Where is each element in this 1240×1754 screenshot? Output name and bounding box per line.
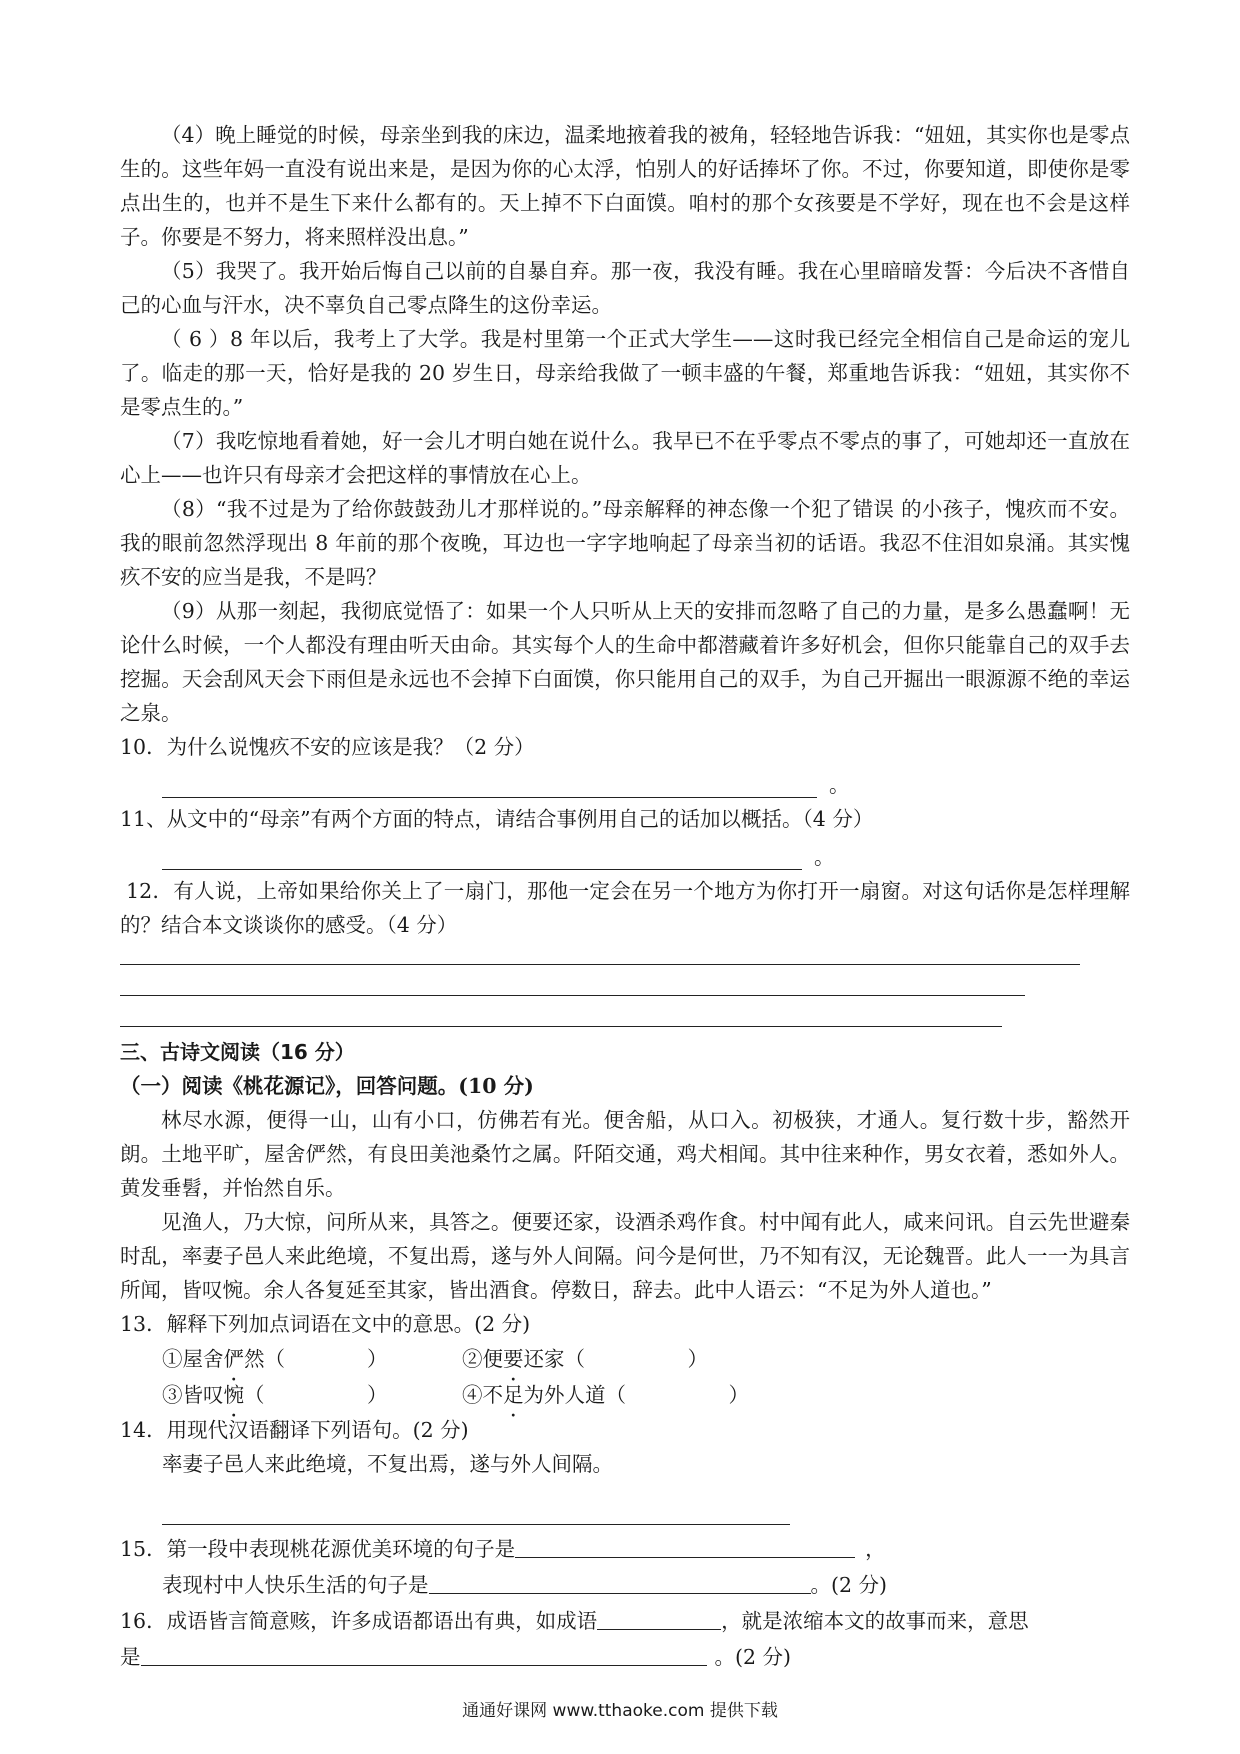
paragraph-5: （5）我哭了。我开始后悔自己以前的自暴自弃。那一夜，我没有睡。我在心里暗暗发誓：今后决不吝惜自己的心血与汗水，决不辜负自己零点降生的这份幸运。 (120, 259, 1130, 317)
exam-page (120, 118, 1130, 1675)
answer-paren[interactable]: （ ） (244, 1383, 388, 1407)
paragraph-4: （4）晚上睡觉的时候，母亲坐到我的床边，温柔地掖着我的被角，轻轻地告诉我：“妞妞，其实你也是零点生的。这些年妈一直没有说出来是，是因为你的心太浮，怕别人的好话捧坏了你。不过，你要知道，即使你是零点出生的，也并不是生下来什么都有的。天上掉不下白面馍。咱村的那个女孩要是不学好，现在也不会是这样子。你要是不努力，将来照样没出息。” (120, 123, 1130, 249)
answer-paren[interactable]: （ ） (605, 1383, 749, 1407)
sub-heading: （一）阅读《桃花源记》，回答问题。(10 分) (120, 1074, 534, 1098)
footer-credit: 通通好课网 www.tthaoke.com 提供下载 (462, 1701, 778, 1721)
emphasis-dot: 俨 (223, 1347, 244, 1371)
q13-option-4: ④不足为外人道（ ） (462, 1383, 749, 1407)
section-heading: 三、古诗文阅读（16 分） (120, 1040, 355, 1064)
answer-blank-14[interactable] (162, 1498, 790, 1525)
question-16b: 是 。(2 分) (120, 1639, 1130, 1675)
answer-blank-11[interactable] (162, 843, 802, 870)
answer-paren[interactable]: （ ） (564, 1347, 708, 1371)
paragraph-8: （8）“我不过是为了给你鼓鼓劲儿才那样说的。”母亲解释的神态像一个犯了错误 的小孩子，愧疚而不安。我的眼前忽然浮现出 8 年前的那个夜晚，耳边也一字字地响起了母亲当初的话语。我忍不住泪如泉涌。其实愧疚不安的应当是我，不是吗？ (120, 497, 1130, 589)
answer-line-10 (120, 764, 1130, 798)
answer-line-14 (120, 1481, 1130, 1525)
question-15a: 15．第一段中表现桃花源优美环境的句子是 ， (120, 1531, 1130, 1567)
question-16a: 16．成语皆言简意赅，许多成语都语出有典，如成语 ，就是浓缩本文的故事而来，意思 (120, 1603, 1130, 1639)
answer-blank-16b[interactable] (141, 1639, 707, 1666)
question-15b: 表现村中人快乐生活的句子是 。(2 分) (120, 1567, 1130, 1603)
paragraph-9: （9）从那一刻起，我彻底觉悟了：如果一个人只听从上天的安排而忽略了自己的力量，是多么愚蠢啊！无论什么时候，一个人都没有理由听天由命。其实每个人的生命中都潜藏着许多好机会，但你只能靠自己的双手去挖掘。天会刮风天会下雨但是永远也不会掉下白面馍，你只能用自己的双手，为自己开掘出一眼源源不绝的幸运之泉。 (120, 599, 1130, 725)
question-14: 14．用现代汉语翻译下列语句。(2 分) (120, 1418, 469, 1442)
answer-blank-10[interactable] (162, 771, 817, 798)
answer-blank-16a[interactable] (597, 1603, 721, 1630)
paragraph-6: （ 6 ）8 年以后，我考上了大学。我是村里第一个正式大学生——这时我已经完全相信自己是命运的宠儿了。临走的那一天，恰好是我的 20 岁生日，母亲给我做了一顿丰盛的午餐，郑重地告诉我：“妞妞，其实你不是零点生的。” (120, 327, 1130, 419)
end-mark: 。 (829, 773, 850, 797)
q14-sentence: 率妻子邑人来此绝境，不复出焉，遂与外人间隔。 (162, 1452, 613, 1476)
answer-blank-15b[interactable] (429, 1567, 811, 1594)
classical-text-paragraph-1: 林尽水源，便得一山，山有小口，仿佛若有光。便舍船，从口入。初极狭，才通人。复行数十步，豁然开朗。土地平旷，屋舍俨然，有良田美池桑竹之属。阡陌交通，鸡犬相闻。其中往来种作，男女衣着，悉如外人。黄发垂髫，并怡然自乐。 (120, 1108, 1130, 1200)
answer-blank-15a[interactable] (515, 1531, 855, 1558)
emphasis-dot: 要 (503, 1347, 524, 1371)
q13-options-row-2 (120, 1377, 1130, 1413)
classical-text-paragraph-2: 见渔人，乃大惊，问所从来，具答之。便要还家，设酒杀鸡作食。村中闻有此人，咸来问讯。自云先世避秦时乱，率妻子邑人来此绝境，不复出焉，遂与外人间隔。问今是何世，乃不知有汉，无论魏晋。此人一一为具言所闻，皆叹惋。余人各复延至其家，皆出酒食。停数日，辞去。此中人语云：“不足为外人道也。” (120, 1210, 1130, 1302)
emphasis-dot: 惋 (223, 1383, 244, 1407)
answer-line-11 (120, 836, 1130, 870)
emphasis-dot: 足 (503, 1383, 524, 1407)
question-11: 11、从文中的“母亲”有两个方面的特点，请结合事例用自己的话加以概括。（4 分） (120, 807, 874, 831)
q13-option-1: ①屋舍俨然（ ） (162, 1347, 388, 1371)
q13-options-row-1 (120, 1341, 1130, 1377)
answer-paren[interactable]: （ ） (264, 1347, 388, 1371)
end-mark: 。 (814, 845, 835, 869)
question-13: 13．解释下列加点词语在文中的意思。(2 分) (120, 1312, 531, 1336)
q13-option-3: ③皆叹惋（ ） (162, 1383, 388, 1407)
paragraph-7: （7）我吃惊地看着她，好一会儿才明白她在说什么。我早已不在乎零点不零点的事了，可她却还一直放在心上——也许只有母亲才会把这样的事情放在心上。 (120, 429, 1130, 487)
question-12: 12．有人说，上帝如果给你关上了一扇门，那他一定会在另一个地方为你打开一扇窗。对这句话你是怎样理解的？结合本文谈谈你的感受。（4 分） (120, 879, 1130, 937)
q13-option-2: ②便要还家（ ） (462, 1347, 708, 1371)
question-10: 10．为什么说愧疚不安的应该是我？（2 分） (120, 735, 535, 759)
